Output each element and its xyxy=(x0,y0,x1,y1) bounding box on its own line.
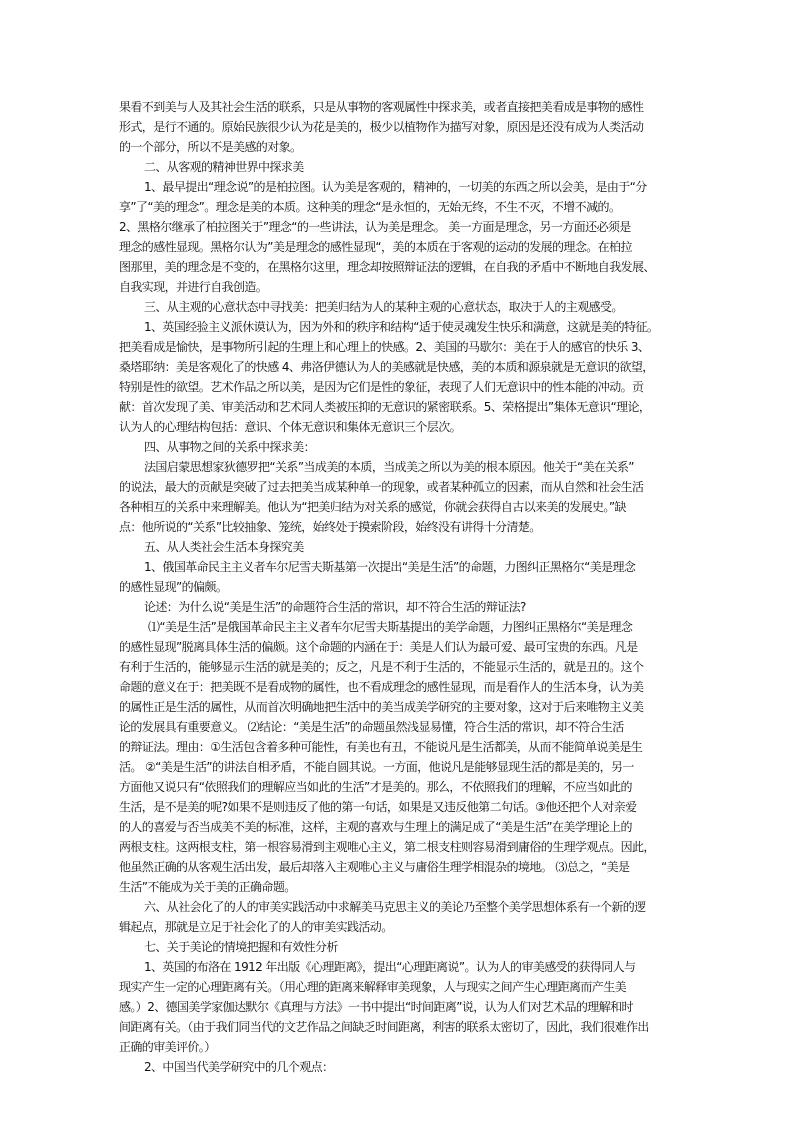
text-line: 2、黑格尔继承了柏拉图关于”理念“的一些讲法，认为美是理念。 美一方面是理念，另一方面还必须是 xyxy=(119,220,631,234)
text-line: 献：首次发现了美、审美活动和艺术同人类被压抑的无意识的紧密联系。5、荣格提出”集体无意识“理论， xyxy=(119,400,651,414)
text-line: 有利于生活的，能够显示生活的就是美的；反之，凡是不利于生活的，不能显示生活的，就是丑的。这个 xyxy=(119,660,644,674)
text-line: 四、从事物之间的关系中探求美： xyxy=(144,440,316,454)
text-line: 二、从客观的精神世界中探求美 xyxy=(144,160,304,174)
text-line: 桑塔耶纳：美是客观化了的快感 4、弗洛伊德认为人的美感就是快感，美的本质和源泉就是无意识的欲望， xyxy=(119,360,654,374)
text-line: 的感性显现”脱离具体生活的偏颇。这个命题的内涵在于：美是人们认为最可爱、最可宝贵的东西。凡是 xyxy=(119,640,638,654)
text-line: 两根支柱。这两根支柱，第一根容易滑到主观唯心主义，第二根支柱则容易滑到庸俗的生理学观点。因此， xyxy=(119,840,655,854)
text-line: 论的发展具有重要意义。 ⑵结论：“美是生活”的命题虽然浅显易懂，符合生活的常识，却不符合生活 xyxy=(119,720,624,734)
text-line: 自我实现，并进行自我创造。 xyxy=(119,280,268,294)
text-line: 七、关于美论的情境把握和有效性分析 xyxy=(144,940,338,954)
text-line: 五、从人类社会生活本身探究美 xyxy=(144,540,304,554)
text-line: 生活，是不是美的呢?如果不是则违反了他的第一句话，如果是又违反他第二句话。③他还把个人对亲爱 xyxy=(119,800,637,814)
text-line: 享”了“美的理念”。理念是美的本质。这种美的理念“是永恒的，无始无终，不生不灭，不增不减的。 xyxy=(119,200,621,214)
text-line: 活。 ②“美是生活”的讲法自相矛盾，不能自圆其说。一方面，他说凡是能够显现生活的都是美的，另一 xyxy=(119,760,634,774)
text-line: ⑴“美是生活”是俄国革命民主主义者车尔尼雪夫斯基提出的美学命题，力图纠正黑格尔“美是理念 xyxy=(148,620,633,634)
text-line: 命题的意义在于：把美既不是看成物的属性，也不看成理念的感性显现，而是看作人的生活本身，认为美 xyxy=(119,680,644,694)
text-line: 六、从社会化了的人的审美实践活动中求解美马克思主义的美论乃至整个美学思想体系有一个新的逻 xyxy=(144,900,646,914)
text-line: 感。）2、德国美学家伽达默尔《真理与方法》一书中提出“时间距离”说，认为人们对艺术品的理解和时 xyxy=(119,1000,633,1014)
text-line: 理念的感性显现。黑格尔认为”美是理念的感性显现“，美的本质在于客观的运动的发展的理念。在柏拉 xyxy=(119,240,632,254)
text-line: 生活”不能成为关于美的正确命题。 xyxy=(119,880,296,894)
text-line: 现实产生一定的心理距离有关。（用心理的距离来解释审美现象，人与现实之间产生心理距离而产生美 xyxy=(119,980,627,994)
text-line: 的辩证法。理由：①生活包含着多种可能性，有美也有丑，不能说凡是生活都美，从而不能简单说美是生 xyxy=(119,740,643,754)
text-line: 辑起点，那就是立足于社会化了的人的审美实践活动。 xyxy=(119,920,393,934)
text-line: 1、英国经验主义派休谟认为，因为外和的秩序和结构“适于使灵魂发生快乐和满意，这就是美的特征。 xyxy=(144,320,659,334)
text-line: 三、从主观的心意状态中寻找美：把美归结为人的某种主观的心意状态，取决于人的主观感受。 xyxy=(144,300,623,314)
text-line: 间距离有关。（由于我们同当代的文艺作品之间缺乏时间距离，利害的联系太密切了，因此，我们很难作出 xyxy=(119,1020,649,1034)
text-line: 的一个部分，所以不是美感的对象。 xyxy=(119,140,302,154)
text-line: 的属性正是生活的属性，从而首次明确地把生活中的美当成美学研究的主要对象，这对于后来唯物主义美 xyxy=(119,700,644,714)
text-line: 他虽然正确的从客观生活出发，最后却落入主观唯心主义与庸俗生理学相混杂的境地。 ⑶总之，“美是 xyxy=(119,860,630,874)
text-line: 法国启蒙思想家狄德罗把“关系”当成美的本质，当成美之所以为美的根本原因。他关于“美在关系” xyxy=(144,460,634,474)
text-line: 的感性显现”的偏颇。 xyxy=(119,580,228,594)
text-line: 认为人的心理结构包括：意识、个体无意识和集体无意识三个层次。 xyxy=(119,420,462,434)
text-line: 1、最早提出“理念说”的是柏拉图。认为美是客观的，精神的，一切美的东西之所以会美，是由于“分 xyxy=(144,180,647,194)
text-line: 点：他所说的“关系”比较抽象、笼统，始终处于摸索阶段，始终没有讲得十分清楚。 xyxy=(119,520,541,534)
text-line: 特别是性的欲望。艺术作品之所以美，是因为它们是性的象征，表现了人们无意识中的性本能的冲动。贡 xyxy=(119,380,644,394)
text-line: 2、中国当代美学研究中的几个观点： xyxy=(144,1060,334,1074)
text-line: 形式，是行不通的。原始民族很少认为花是美的，极少以植物作为描写对象，原因是还没有成为人类活动 xyxy=(119,120,644,134)
text-line: 的说法，最大的贡献是突破了过去把美当成某种单一的现象，或者某种孤立的因素，而从自然和社会生活 xyxy=(119,480,644,494)
text-line: 的人的喜爱与否当成美不美的标准，这样，主观的喜欢与生理上的满足成了“美是生活”在美学理论上的 xyxy=(119,820,632,834)
text-line: 果看不到美与人及其社会生活的联系，只是从事物的客观属性中探求美，或者直接把美看成是事物的感性 xyxy=(119,100,644,114)
text-line: 论述：为什么说“美是生活”的命题符合生活的常识，却不符合生活的辩证法? xyxy=(144,600,526,614)
document-body xyxy=(119,97,675,1077)
text-line: 图那里，美的理念是不变的，在黑格尔这里，理念却按照辩证法的逻辑，在自我的矛盾中不断地自我发展、 xyxy=(119,260,655,274)
text-line: 1、俄国革命民主主义者车尔尼雪夫斯基第一次提出“美是生活”的命题，力图纠正黑格尔“美是理念 xyxy=(144,560,636,574)
text-line: 正确的审美评价。） xyxy=(119,1040,216,1054)
text-line: 各种相互的关系中来理解美。他认为“把美归结为对关系的感觉，你就会获得自古以来美的发展史。”缺 xyxy=(119,500,626,514)
text-line: 方面他又说只有“依照我们的理解应当如此的生活”才是美的。那么，不依照我们的理解，不应当如此的 xyxy=(119,780,632,794)
text-line: 1、英国的布洛在 1912 年出版《心理距离》，提出“心理距离说”。认为人的审美感受的获得同人与 xyxy=(144,960,636,974)
text-line: 把美看成是愉快，是事物所引起的生理上和心理上的快感。2、美国的马歇尔：美在于人的感官的快乐 3、 xyxy=(119,340,650,354)
